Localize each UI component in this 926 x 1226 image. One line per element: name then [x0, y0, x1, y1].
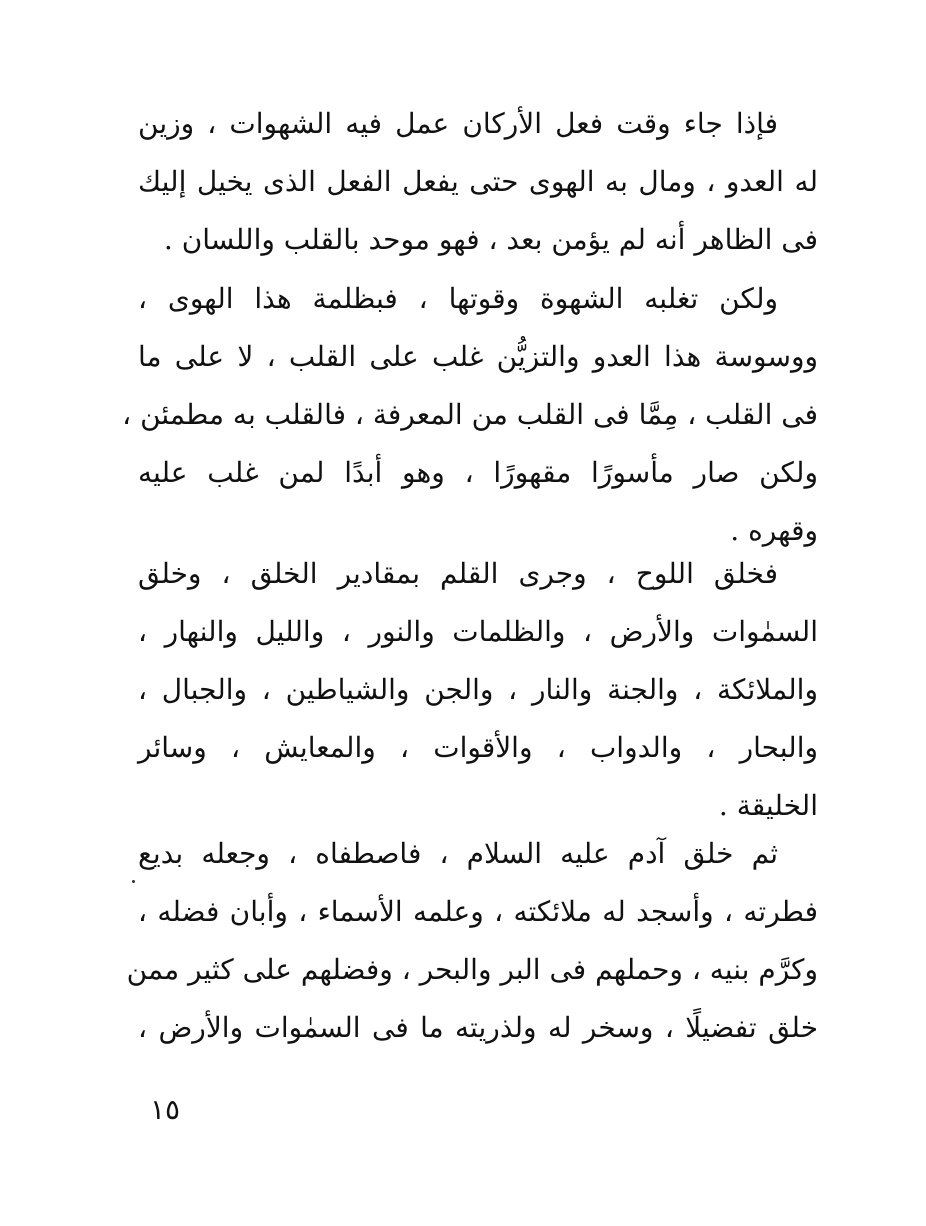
paragraph-line: خلق تفضيلًا ، وسخر له ولذريته ما فى السمٰوات والأرض ، [138, 1011, 818, 1044]
paragraph-line: ووسوسة هذا العدو والتزيُّن غلب على القلب ، لا على ما [138, 340, 818, 373]
paragraph-line: فخلق اللوح ، وجرى القلم بمقادير الخلق ، وخلق [138, 557, 778, 590]
paragraph-line: فإذا جاء وقت فعل الأركان عمل فيه الشهوات ، وزين [138, 107, 778, 140]
paragraph-line: فى القلب ، مِمَّا فى القلب من المعرفة ، فالقلب به مطمئن ، [122, 398, 818, 431]
paragraph-1 [138, 95, 818, 269]
paragraph-line: ولكن تغلبه الشهوة وقوتها ، فبظلمة هذا الهوى ، [138, 282, 778, 315]
paragraph-line: وقهره . [730, 514, 818, 547]
paragraph-line: وكرَّم بنيه ، وحملهم فى البر والبحر ، وفضلهم على كثير ممن [126, 953, 818, 986]
paragraph-line: فى الظاهر أنه لم يؤمن بعد ، فهو موحد بالقلب واللسان . [163, 223, 818, 256]
paragraph-line: ثم خلق آدم عليه السلام ، فاصطفاه ، وجعله بديع [138, 837, 779, 870]
paragraph-4 [126, 825, 818, 1057]
paragraph-line: والملائكة ، والجنة والنار ، والجن والشياطين ، والجبال ، [138, 673, 818, 706]
paragraph-3 [138, 545, 818, 835]
paragraph-line: فطرته ، وأسجد له ملائكته ، وعلمه الأسماء ، وأبان فضله ، [138, 895, 818, 928]
paragraph-line: الخليقة . [718, 789, 818, 822]
paragraph-line: السمٰوات والأرض ، والظلمات والنور ، والليل والنهار ، [138, 615, 818, 648]
paragraph-line: والبحار ، والدواب ، والأقوات ، والمعايش ، وسائر [138, 731, 818, 764]
paragraph-2 [122, 270, 818, 560]
page-number: ١٥ [150, 1093, 181, 1126]
paragraph-line: له العدو ، ومال به الهوى حتى يفعل الفعل الذى يخيل إليك [138, 165, 818, 198]
paragraph-line: ولكن صار مأسورًا مقهورًا ، وهو أبدًا لمن غلب عليه [138, 456, 818, 489]
scan-speck [132, 880, 135, 883]
